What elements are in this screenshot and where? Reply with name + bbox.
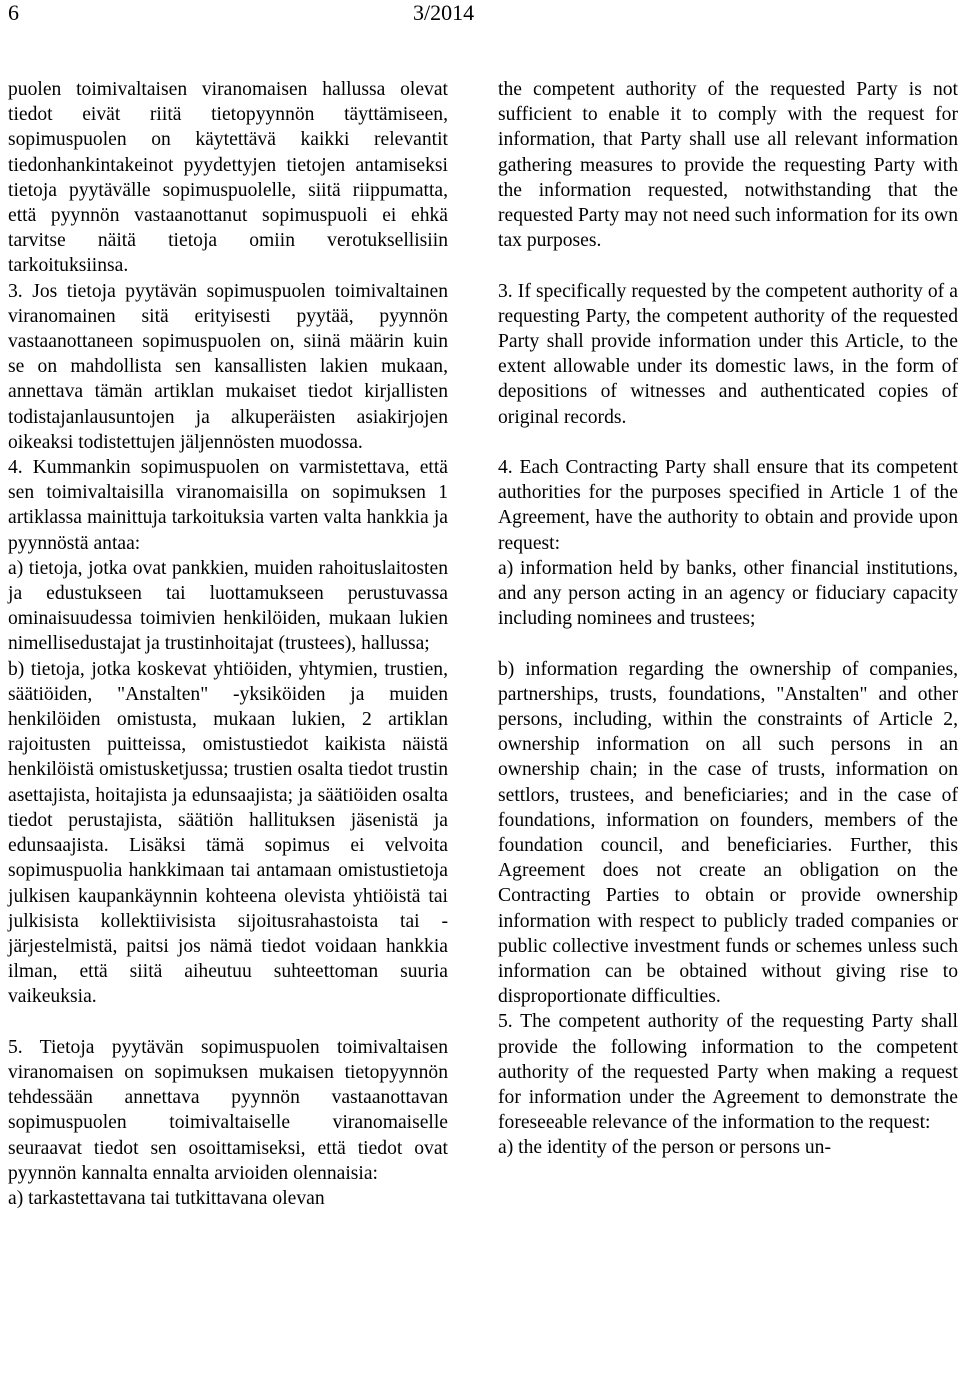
- finnish-column: [8, 77, 448, 1211]
- fi-paragraph-4a: a) tietoja, jotka ovat pankkien, muiden rahoituslaitosten ja edustukseen tai luottamukseen perustuvassa ominaisuudessa toimivien henkilöiden, mukaan lukien nimellisedustajat ja trustinhoitajat (trustees), hallussa;: [8, 557, 448, 655]
- spacer: [498, 631, 958, 656]
- en-paragraph-5a: a) the identity of the person or persons un-: [498, 1137, 832, 1159]
- spacer: [498, 430, 958, 455]
- en-paragraph-3: 3. If specifically requested by the competent authority of a requesting Party, the competent authority of the requested Party shall provide information under this Article, to the extent allowable under its domestic laws, in the form of depositions of witnesses and authenticated copies of original records.: [498, 280, 958, 428]
- issue-number: 3/2014: [413, 0, 475, 25]
- spacer: [498, 253, 958, 278]
- english-column: [498, 77, 958, 1161]
- fi-paragraph-3: 3. Jos tietoja pyytävän sopimuspuolen toimivaltainen viranomainen sitä erityisesti pyytää, pyynnön vastaanottaneen sopimuspuolen on, siinä määrin kuin se on mahdollista sen kansallisten lakien mukaan, annettava tämän artiklan mukaiset tiedot kirjallisten todistajanlausuntojen ja alkuperäisten asiakirjojen oikeaksi todistettujen jäljennösten muodossa.: [8, 280, 448, 453]
- en-paragraph-4: 4. Each Contracting Party shall ensure that its competent authorities for the purposes specified in Article 1 of the Agreement, have the authority to obtain and provide upon request:: [498, 457, 958, 554]
- spacer: [8, 1010, 448, 1035]
- page-number: 6: [8, 0, 19, 25]
- fi-paragraph-4b: b) tietoja, jotka koskevat yhtiöiden, yhtymien, trustien, säätiöiden, "Anstalten" -yksiköiden ja muiden henkilöiden omistusta, mukaan lukien, 2 artiklan rajoitusten puitteissa, omistustiedot kaikista näistä henkilöistä omistusketjussa; trustien osalta tiedot trustin asettajista, hoitajista ja edunsaajista; ja säätiöiden osalta tiedot perustajista, säätiön hallituksen jäsenistä ja edunsaajista. Lisäksi tämä sopimus ei velvoita sopimuspuolia hankkimaan tai antamaan omistustietoja julkisen kaupankäynnin kohteena olevista yhtiöistä tai julkisista kollektiivisista sijoitusrahastoista tai -järjestelmistä, paitsi jos nämä tiedot voidaan hankkia ilman, että siitä aiheutuu suhteettoman suuria vaikeuksia.: [8, 658, 448, 1008]
- fi-paragraph-2-continued: puolen toimivaltaisen viranomaisen hallussa olevat tiedot eivät riitä tietopyynnön täyttämiseen, sopimuspuolen on käytettävä kaikki relevantit tiedonhankintakeinot pyydettyjen tietojen antamiseksi tietoja pyytävälle sopimuspuolelle, siitä riippumatta, että pyynnön vastaanottanut sopimuspuoli ei ehkä tarvitse näitä tietoja omiin verotuksellisiin tarkoituksiinsa.: [8, 79, 448, 277]
- fi-paragraph-5: 5. Tietoja pyytävän sopimuspuolen toimivaltaisen viranomaisen on sopimuksen mukaisen tietopyynnön tehdessään annettava pyynnön vastaanottavan sopimuspuolen toimivaltaiselle viranomaiselle seuraavat tiedot sen osoittamiseksi, että tiedot ovat pyynnön kannalta ennalta arvioiden olennaisia:: [8, 1036, 448, 1184]
- fi-paragraph-5a: a) tarkastettavana tai tutkittavana olevan: [8, 1187, 325, 1209]
- en-paragraph-4b: b) information regarding the ownership of companies, partnerships, trusts, foundations, "Anstalten" and other persons, including, within the constraints of Article 2, ownership information on all such persons in an ownership chain; in the case of trusts, information on settlors, trustees, and beneficiaries; and in the case of foundations, information on founders, members of the foundation council, and beneficiaries. Further, this Agreement does not create an obligation on the Contracting Parties to obtain or provide ownership information with respect to publicly traded companies or public collective investment funds or schemes unless such information can be obtained without giving rise to disproportionate difficulties.: [498, 658, 958, 1008]
- fi-paragraph-4: 4. Kummankin sopimuspuolen on varmistettava, että sen toimivaltaisilla viranomaisilla on sopimuksen 1 artiklassa mainittuja tarkoituksia varten valta hankkia ja pyynnöstä antaa:: [8, 457, 448, 554]
- en-paragraph-4a: a) information held by banks, other financial institutions, and any person acting in an agency or fiduciary capacity including nominees and trustees;: [498, 557, 958, 630]
- en-paragraph-5: 5. The competent authority of the requesting Party shall provide the following information to the competent authority of the requested Party when making a request for information under the Agreement to demonstrate the foreseeable relevance of the information to the request:: [498, 1011, 958, 1134]
- en-paragraph-2-continued: the competent authority of the requested Party is not sufficient to enable it to comply with the request for information, that Party shall use all relevant information gathering measures to provide the requesting Party with the information requested, notwithstanding that the requested Party may not need such information for its own tax purposes.: [498, 79, 958, 252]
